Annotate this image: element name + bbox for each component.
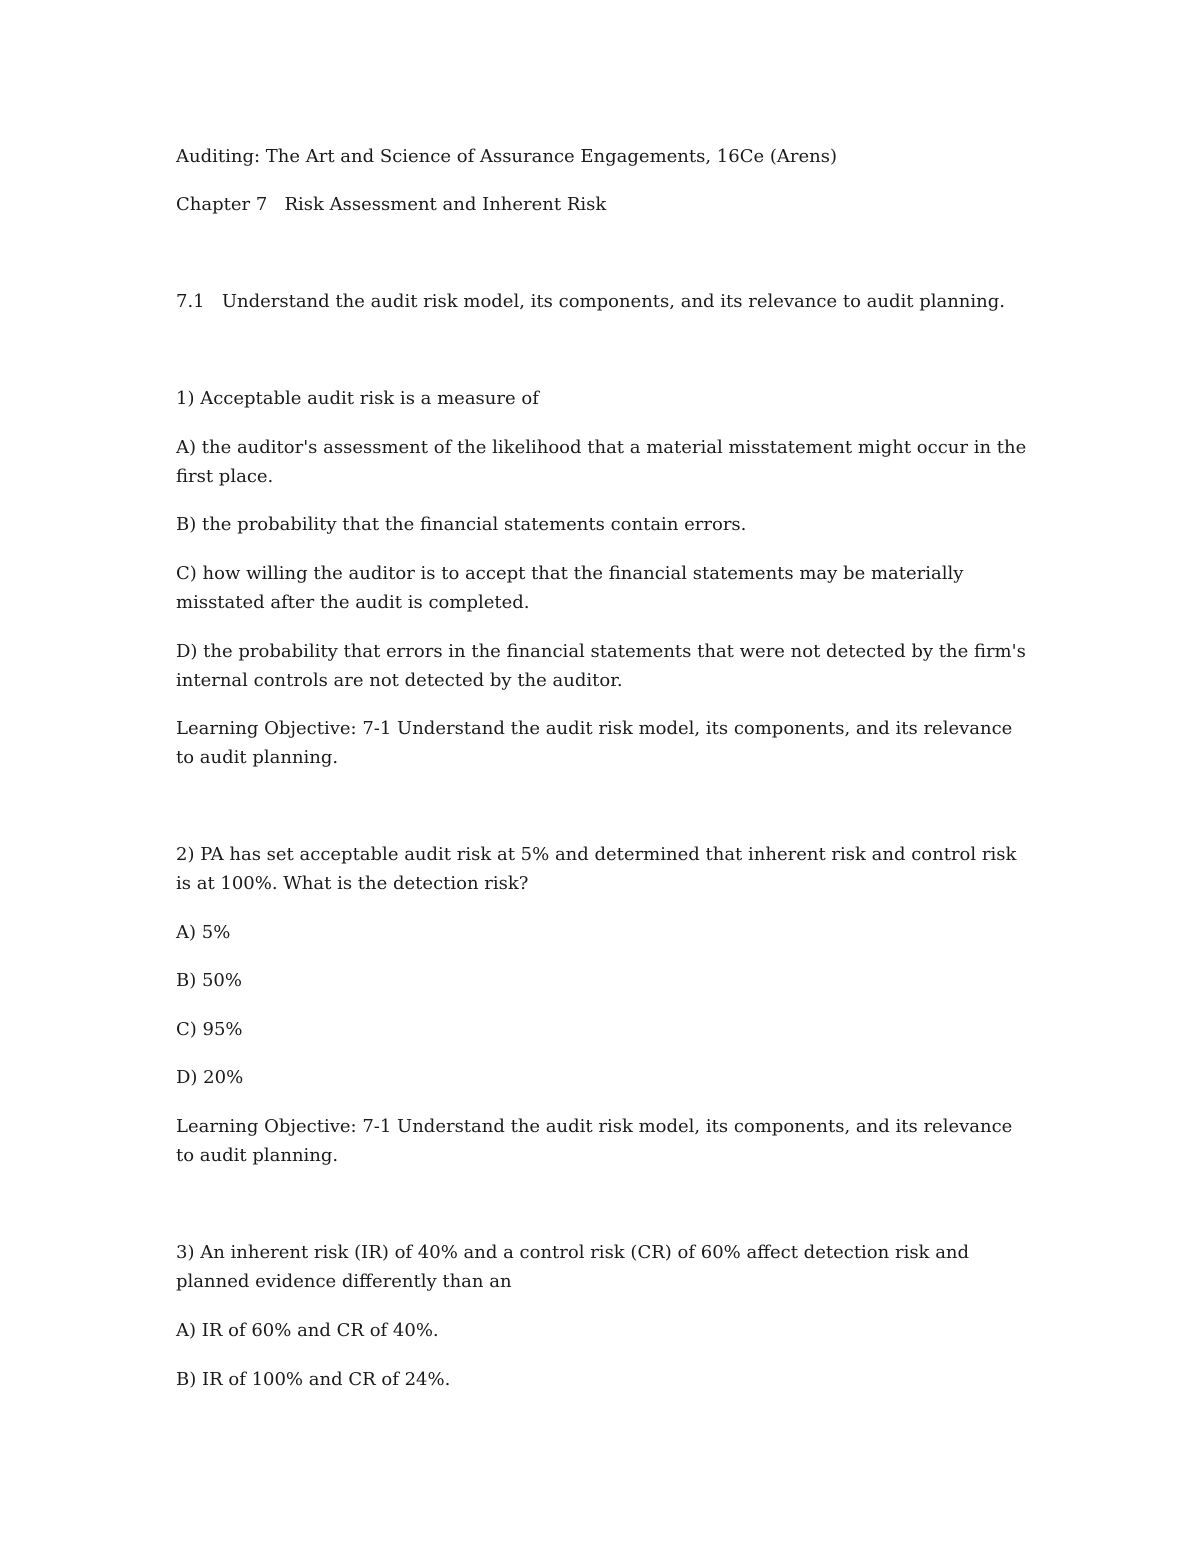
book-title: Auditing: The Art and Science of Assurance Engagements, 16Ce (Arens) bbox=[176, 146, 837, 167]
question-1-option-b: B) the probability that the financial statements contain errors. bbox=[176, 514, 747, 535]
question-1-learning-objective: Learning Objective: 7-1 Understand the audit risk model, its components, and its relevance to audit planning. bbox=[176, 718, 1013, 768]
question-1-option-c: C) how willing the auditor is to accept that the financial statements may be materially misstated after the audit is completed. bbox=[176, 563, 964, 613]
section-title: Understand the audit risk model, its components, and its relevance to audit planning. bbox=[221, 291, 1005, 312]
question-3-option-b: B) IR of 100% and CR of 24%. bbox=[176, 1369, 451, 1390]
section-heading bbox=[176, 287, 1036, 316]
section-number: 7.1 bbox=[176, 291, 205, 312]
question-2-option-a: A) 5% bbox=[176, 922, 231, 943]
question-2-option-d: D) 20% bbox=[176, 1067, 244, 1088]
question-2-option-b: B) 50% bbox=[176, 970, 242, 991]
question-1-option-a: A) the auditor's assessment of the likelihood that a material misstatement might occur in the first place. bbox=[176, 437, 1027, 487]
question-1-option-d: D) the probability that errors in the financial statements that were not detected by the firm's internal controls are not detected by the auditor. bbox=[176, 641, 1026, 691]
question-3-option-a: A) IR of 60% and CR of 40%. bbox=[176, 1320, 439, 1341]
question-2-option-c: C) 95% bbox=[176, 1019, 243, 1040]
chapter-heading bbox=[176, 190, 1036, 219]
question-1-stem: 1) Acceptable audit risk is a measure of bbox=[176, 388, 539, 409]
chapter-title: Risk Assessment and Inherent Risk bbox=[284, 194, 607, 215]
question-2-stem: 2) PA has set acceptable audit risk at 5% and determined that inherent risk and control risk is at 100%. What is the detection risk? bbox=[176, 844, 1017, 894]
chapter-label: Chapter 7 bbox=[176, 194, 268, 215]
question-3-stem: 3) An inherent risk (IR) of 40% and a control risk (CR) of 60% affect detection risk and planned evidence differently than an bbox=[176, 1242, 970, 1292]
question-2-learning-objective: Learning Objective: 7-1 Understand the audit risk model, its components, and its relevance to audit planning. bbox=[176, 1116, 1013, 1166]
